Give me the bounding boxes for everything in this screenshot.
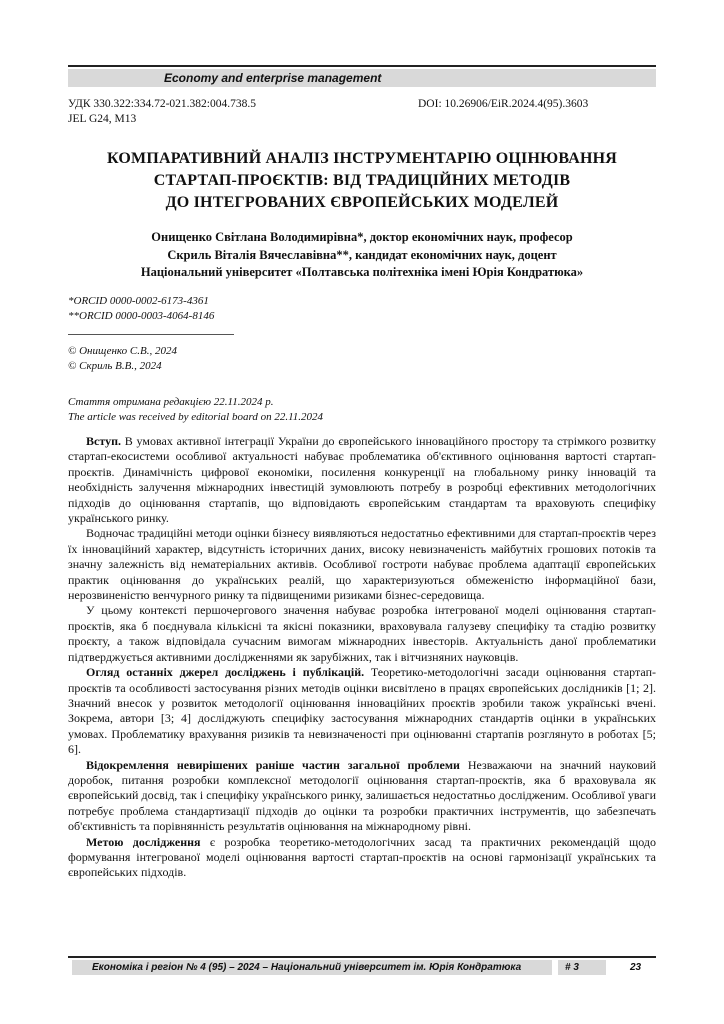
paragraph-text: У цьому контексті першочергового значення набуває розробка інтегрованої моделі оцінювання стартап-проєктів, яка б поєднувала кількісні та якісні показники, враховувала галузеву специфіку та стадію розвитку проєкту, а також відповідала сучасним вимогам міжнародних інвесторів. Актуальність даної проблематики підтверджується активними дослідженнями як зарубіжних, так і вітчизняних науковців. (68, 603, 656, 664)
footer-rule (68, 956, 656, 958)
paragraph-text: Водночас традиційні методи оцінки бізнесу виявляються недостатньо ефективними для стартап-проєктів через їх інноваційний характер, відсутність історичних даних, високу невизначеність майбутніх грошових потоків та значну залежність від нематеріальних активів. Особливої гостроти набуває проблема адаптації європейських практик оцінювання до українських реалій, що характеризуються обмеженістю інформаційної бази, нерозвиненістю венчурного ринку та підвищеними ризиками бізнес-середовища. (68, 526, 656, 603)
orcid-block (68, 294, 214, 324)
title-line: ДО ІНТЕГРОВАНИХ ЄВРОПЕЙСЬКИХ МОДЕЛЕЙ (165, 194, 559, 211)
paragraph (68, 665, 656, 757)
udk-code: УДК 330.322:334.72-021.382:004.738.5 (68, 98, 256, 110)
title-line: КОМПАРАТИВНИЙ АНАЛІЗ ІНСТРУМЕНТАРІЮ ОЦІНЮВАННЯ (106, 150, 618, 167)
paragraph (68, 603, 656, 665)
paragraph-lead: Відокремлення невирішених раніше частин загальної проблеми (86, 757, 460, 772)
paragraph (68, 835, 656, 881)
doi: DOI: 10.26906/EiR.2024.4(95).3603 (418, 98, 589, 110)
author-block (68, 229, 656, 282)
article-body (68, 434, 656, 881)
author-line: Скриль Віталія Вячеславівна**, кандидат економічних наук, доцент (167, 247, 557, 262)
paragraph-text: Теоретико-методологічні засади оцінювання стартап-проєктів та особливості застосування різних методів оцінки висвітлено в працях європейських дослідників [1; 2]. Значний внесок у розвиток методології оцінювання інноваційних проєктів зробили також українські вчені. Зокрема, автори [3; 4] досліджують специфіку застосування міжнародних стандартів оцінки в українських умовах. Проблематику врахування ризиків та невизначеності при оцінюванні стартапів розглянуто в роботах [5; 6]. (68, 665, 656, 757)
paragraph-text: є розробка теоретико-методологічних засад та практичних рекомендацій щодо формування інтегрованої моделі оцінювання вартості стартап-проєктів на основі гармонізації українських та європейських підходів. (68, 834, 657, 880)
footer-issue: # 3 (565, 962, 579, 973)
paragraph-text: Незважаючи на значний науковий доробок, питання розробки комплексної методології оцінювання стартап-проєктів, яка б враховувала як європейський досвід, так і специфіку українського ринку, залишається недостатньо дослідженим. Особливої уваги потребує проблема стандартизації підходів до оцінки та розробки практичних інструментів, що забезпечать об'єктивність та порівнянність результатів оцінювання на міжнародному рівні. (68, 757, 656, 834)
copyright-block (68, 344, 177, 374)
received-line: The article was received by editorial board on 22.11.2024 (68, 411, 323, 423)
article-title (68, 148, 656, 214)
copyright-line: © Скриль В.В., 2024 (68, 360, 162, 372)
paragraph-lead: Вступ. (86, 434, 121, 448)
affiliation: Національний університет «Полтавська політехніка імені Юрія Кондратюка» (140, 265, 584, 279)
header-rule (68, 65, 656, 67)
title-line: СТАРТАП-ПРОЄКТІВ: ВІД ТРАДИЦІЙНИХ МЕТОДІВ (153, 172, 571, 189)
paragraph (68, 526, 656, 603)
journal-page (68, 0, 656, 1024)
paragraph-lead: Огляд останніх джерел досліджень і публікацій. (86, 665, 365, 680)
received-line: Стаття отримана редакцією 22.11.2024 р. (68, 396, 274, 408)
paragraph (68, 434, 656, 526)
paragraph-text: В умовах активної інтеграції України до європейського інноваційного простору та стрімкого розвитку стартап-екосистеми особливої актуальності набуває проблематика об'єктивного оцінювання вартості стартап-проєктів. Динамічність цифрової економіки, посилення конкуренції на глобальному ринку інновацій та необхідність залучення міжнародних інвестицій зумовлюють потребу в розробці ефективних методологічних підходів до оцінювання стартапів, що відповідають європейським стандартам та враховують специфіку українського ринку. (68, 434, 656, 526)
orcid-line: *ORCID 0000-0002-6173-4361 (68, 295, 209, 307)
page-number: 23 (630, 962, 642, 973)
received-note (68, 395, 323, 425)
footer-journal: Економіка і регіон № 4 (95) – 2024 – Національний університет ім. Юрія Кондратюка (92, 962, 522, 973)
paragraph (68, 758, 656, 835)
running-header: Economy and enterprise management (164, 71, 382, 85)
paragraph-lead: Метою дослідження (86, 834, 201, 849)
author-line: Онищенко Світлана Володимирівна*, доктор економічних наук, професор (151, 230, 573, 244)
jel-code: JEL G24, M13 (68, 113, 137, 125)
separator-rule (68, 334, 234, 335)
orcid-line: **ORCID 0000-0003-4064-8146 (68, 310, 215, 322)
copyright-line: © Онищенко С.В., 2024 (68, 345, 177, 357)
